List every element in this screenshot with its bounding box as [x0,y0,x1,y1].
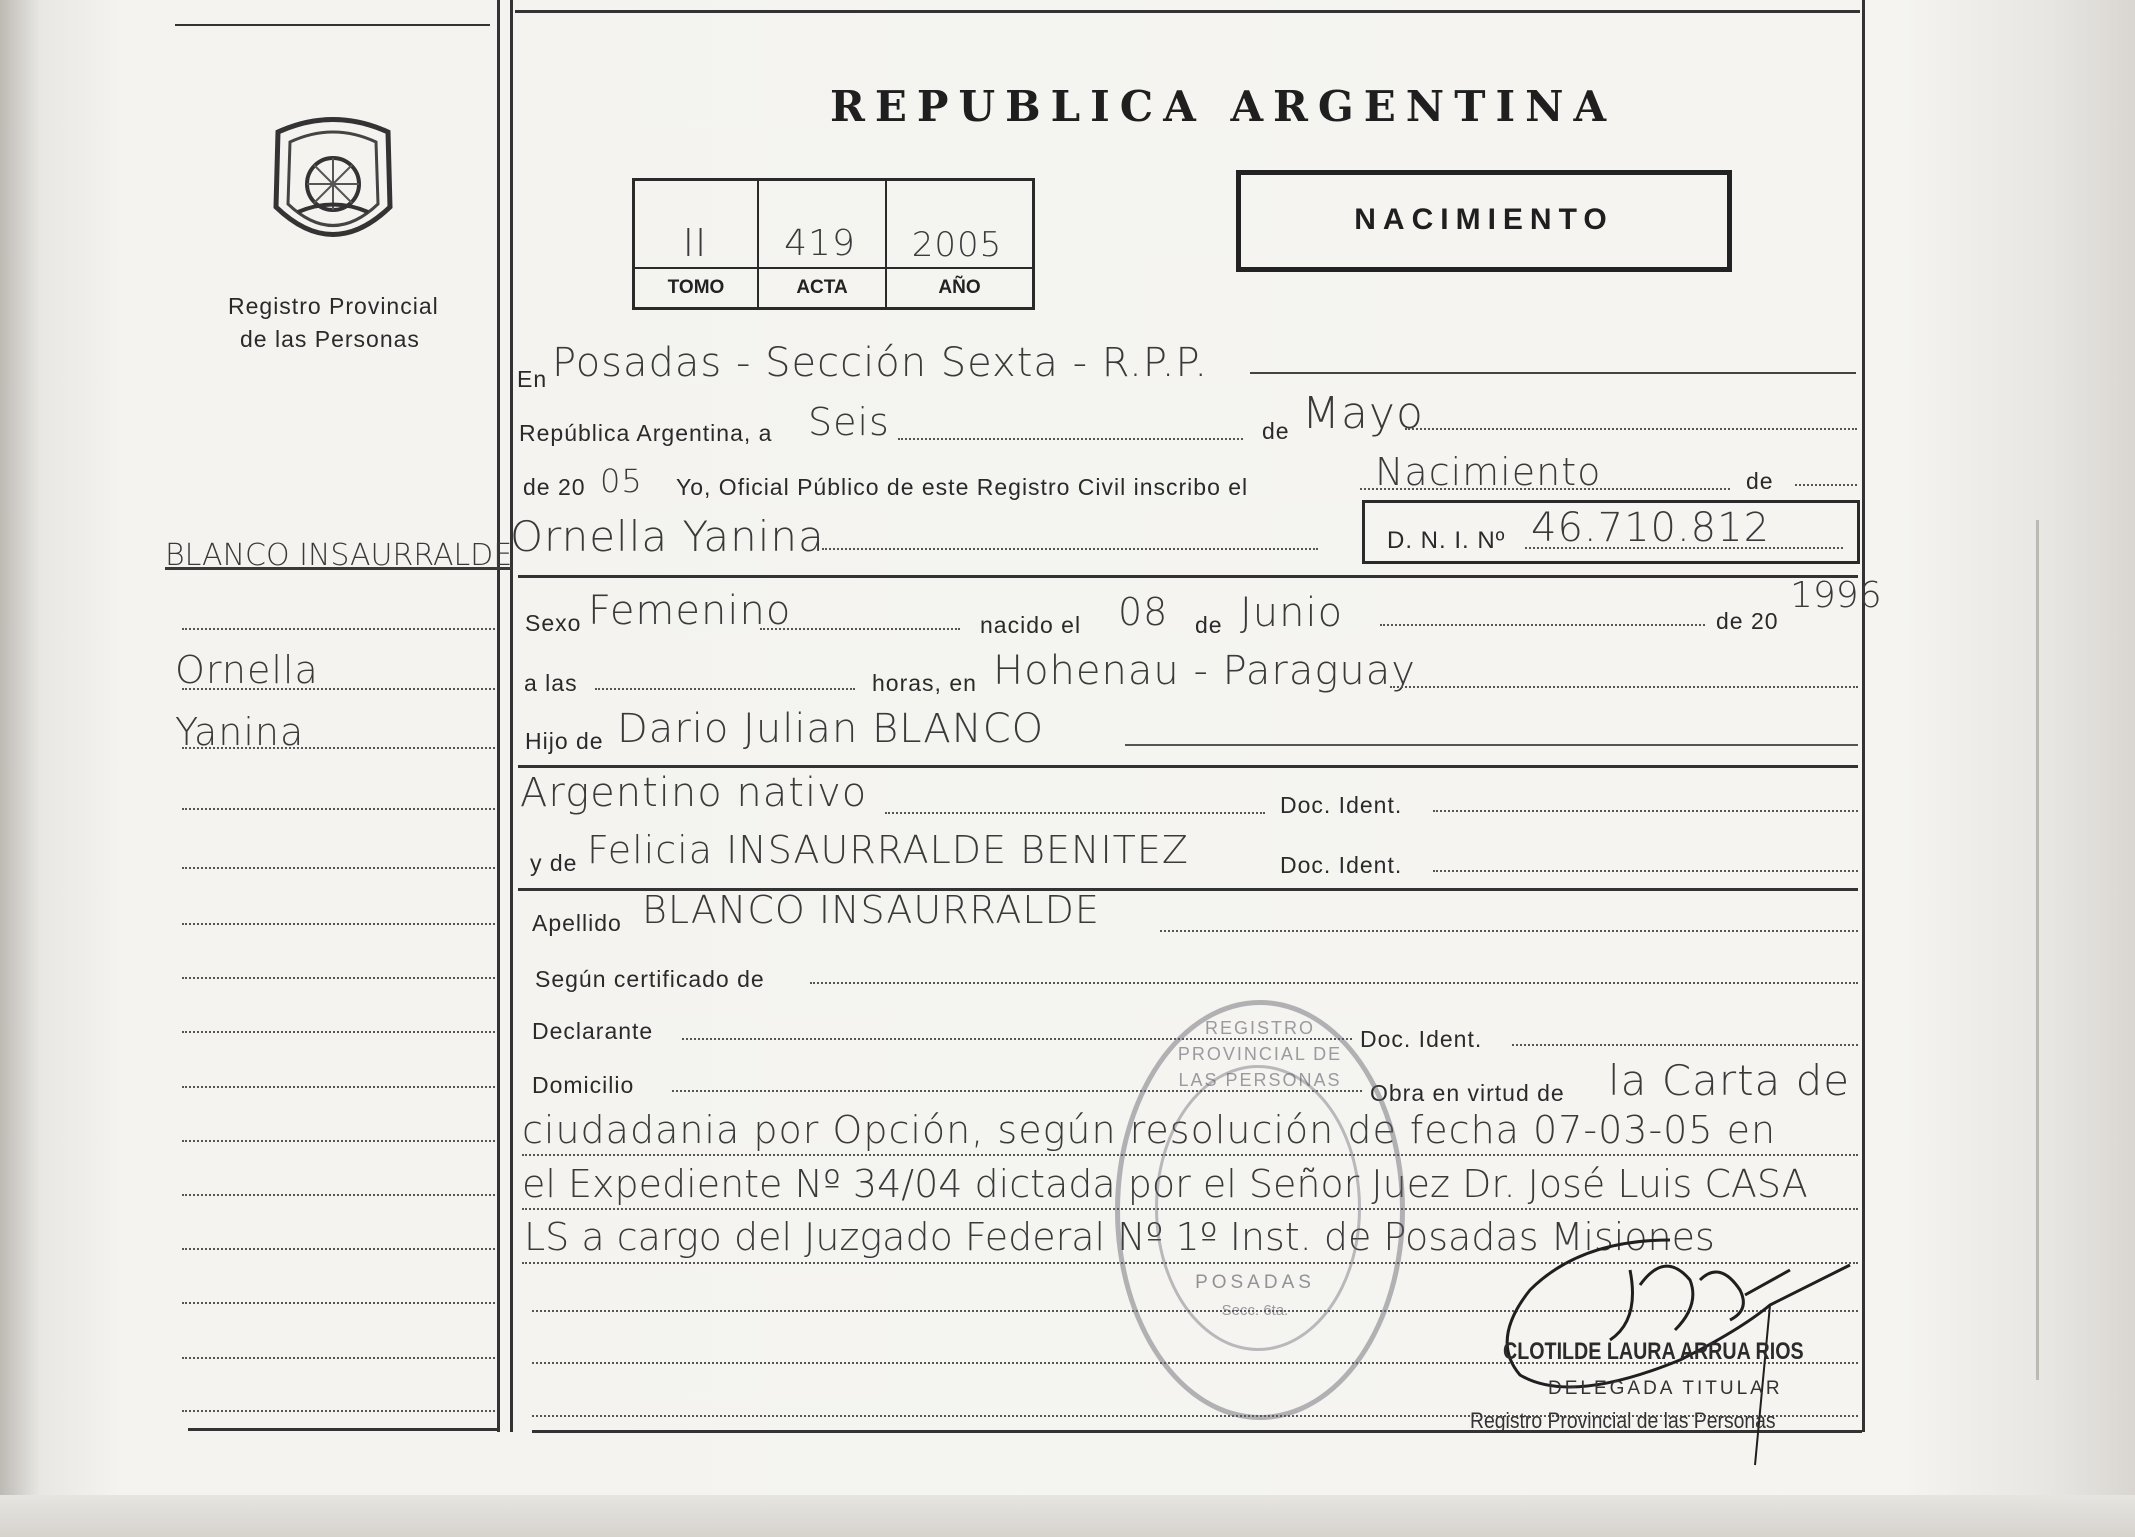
margin-line [182,1194,495,1196]
provincia-misiones-emblem-icon [268,112,398,262]
hijo-label: Hijo de [525,728,604,754]
birth-year: 1996 [1790,575,1882,616]
form-left-border [510,0,513,1432]
obra-value: la Carta de [1608,1056,1851,1105]
domicilio-label: Domicilio [532,1072,635,1098]
margin-top-rule [175,24,490,26]
line3-de-label: de [1746,468,1774,494]
seal-sub-text: Secc. 6ta. [1221,1302,1289,1319]
line9-doc-label: Doc. Ident. [1280,852,1403,878]
margin-line [182,923,495,925]
birth-registration-place: Posadas - Sección Sexta - R.P.P. [552,340,1209,386]
record-number-box [632,178,1035,310]
child-surname: BLANCO INSAURRALDE [642,888,1100,932]
margin-line [182,688,495,690]
record-type: NACIMIENTO [1354,203,1614,236]
dni-box [1362,500,1860,564]
section-rule-1 [518,575,1858,578]
nacido-label: nacido el [980,612,1082,638]
registration-day: Seis [808,400,890,444]
line6-rule-b [1390,686,1858,688]
note-line-1: ciudadania por Opción, según resolución de fecha 07-03-05 en [522,1108,1777,1152]
line3-prefix: de 20 [523,474,586,500]
margin-given-name-2: Yanina [175,710,305,754]
signatory-title: DELEGADA TITULAR [1548,1378,1783,1399]
line5-rule-a [760,628,960,630]
registration-year: 05 [600,462,643,500]
declarante-label: Declarante [532,1018,654,1044]
line2-rule-b [1405,428,1857,430]
sexo-label: Sexo [525,610,582,636]
margin-line [182,808,495,810]
birth-month: Junio [1240,590,1344,636]
acta-label: ACTA [796,277,848,298]
birth-day: 08 [1118,590,1169,634]
seal-ring-text: REGISTRO PROVINCIAL DE LAS PERSONAS [1177,1018,1343,1090]
line10-rule [1160,930,1858,932]
note-line-3: LS a cargo del Juzgado Federal Nº 1º Inst. de Posadas Misiones [524,1215,1715,1259]
line4-rule [822,548,1318,550]
ano-value: 2005 [911,225,1003,265]
line5-rule-b [1380,624,1705,626]
line3-text: Yo, Oficial Público de este Registro Civil inscribo el [676,474,1249,500]
margin-bottom-rule [188,1428,498,1431]
line12-doc-label: Doc. Ident. [1360,1026,1483,1052]
line8-rule-b [1433,810,1858,812]
tomo-value: II [682,221,708,265]
margin-line [182,1031,495,1033]
line6-rule-a [595,688,855,690]
registry-name-line1: Registro Provincial [228,293,439,319]
segun-label: Según certificado de [535,966,765,992]
margin-line [182,1410,495,1412]
note-line-2: el Expediente Nº 34/04 dictada por el Señor Juez Dr. José Luis CASA [522,1162,1808,1206]
ano-label: AÑO [938,277,981,298]
obra-label: Obra en virtud de [1370,1080,1565,1106]
line12-rule-b [1512,1044,1858,1046]
alas-label: a las [524,670,578,696]
margin-surname: BLANCO INSAURRALDE [165,538,513,573]
margin-line [182,628,495,630]
margin-line [182,867,495,869]
signatory-office: Registro Provincial de las Personas [1470,1408,1776,1433]
father-nationality: Argentino nativo [520,770,868,816]
dni-rule [1525,547,1843,549]
page-edge [2036,520,2039,1380]
apellido-label: Apellido [532,910,622,936]
margin-line [182,1140,495,1142]
registration-month: Mayo [1302,388,1424,439]
sexo-value: Femenino [588,588,792,634]
line3-rule-b [1795,484,1857,486]
margin-divider [497,0,500,1432]
dni-label: D. N. I. Nº [1387,527,1506,554]
dni-number: 46.710.812 [1531,505,1771,551]
line11-rule [810,982,1858,984]
line2-prefix: República Argentina, a [519,420,773,446]
margin-line [182,1302,495,1304]
yde-label: y de [530,850,578,876]
tomo-label: TOMO [667,277,725,298]
margin-line [182,747,495,749]
form-top-rule [515,10,1860,13]
margin-line [182,1248,495,1250]
child-given-names: Ornella Yanina [510,512,825,561]
line1-rule [1250,372,1856,374]
line8-rule-a [885,812,1265,814]
margin-given-name-1: Ornella [175,648,319,692]
document-title: REPUBLICA ARGENTINA [830,82,1617,131]
line7-rule [1125,744,1858,746]
line8-doc-label: Doc. Ident. [1280,792,1403,818]
line2-rule-a [898,438,1243,440]
line2-de-label: de [1262,418,1290,444]
section-rule-2 [518,765,1858,768]
birth-year-label: de 20 [1716,608,1779,634]
margin-line [182,1357,495,1359]
line5-de-label: de [1195,612,1223,638]
page-bottom-edge [0,1495,2135,1537]
margin-line [182,1086,495,1088]
line9-rule [1433,870,1858,872]
registered-act: Nacimiento [1375,450,1602,494]
registry-name-line2: de las Personas [240,326,420,352]
horas-label: horas, en [872,670,977,696]
line1-prefix: En [517,366,548,392]
record-type-box [1236,170,1732,272]
acta-value: 419 [784,223,856,264]
seal-center-text: POSADAS [1195,1272,1315,1293]
line3-rule-a [1360,488,1730,490]
signatory-name: CLOTILDE LAURA ARRUA RIOS [1503,1338,1804,1365]
mother-name: Felicia INSAURRALDE BENITEZ [587,828,1189,872]
birth-place: Hohenau - Paraguay [993,648,1416,694]
margin-line [182,977,495,979]
father-name: Dario Julian BLANCO [617,706,1045,752]
